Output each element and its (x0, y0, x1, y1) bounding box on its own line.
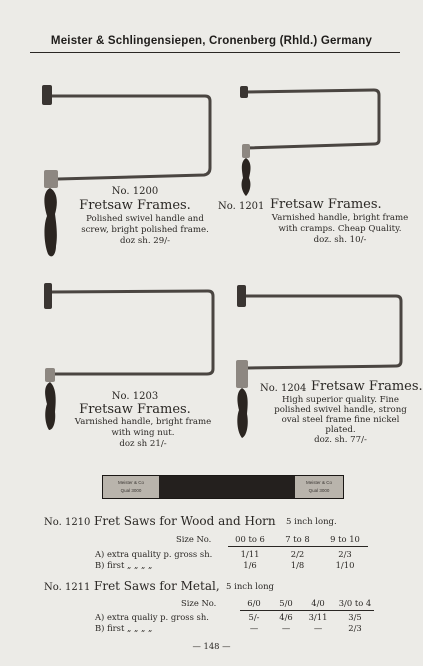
section-1210-note: 5 inch long. (286, 517, 337, 527)
item-1200-title: Fretsaw Frames. (79, 198, 191, 213)
item-1200-number: No. 1200 (111, 186, 159, 197)
blade-bundle-image (102, 475, 344, 499)
section-1211-size-3: 4/0 (311, 598, 325, 608)
item-1203-price: doz sh 21/- (119, 439, 167, 449)
item-1201-title: Fretsaw Frames. (270, 197, 382, 212)
section-1211-row-b-v1: — (249, 623, 259, 633)
section-1210-number: No. 1210 (44, 517, 91, 528)
handle-1203 (45, 382, 56, 430)
section-1211-number: No. 1211 (44, 582, 91, 593)
section-1211-row-a-v1: 5/- (248, 612, 260, 622)
ferrule-1201 (242, 144, 250, 158)
item-1204-desc-2: polished swivel handle, strong (274, 405, 407, 415)
section-1211-row-a-v3: 3/11 (308, 612, 328, 622)
section-1211-title: Fret Saws for Metal, (94, 579, 220, 593)
section-1211-row-b-v3: — (313, 623, 323, 633)
item-1204-desc-1: High superior quality. Fine (281, 395, 400, 405)
section-1211-size-1: 6/0 (247, 598, 261, 608)
item-1201-desc-1: Varnished handle, bright frame (271, 213, 409, 223)
section-1210-rule (228, 546, 368, 547)
item-1203-number: No. 1203 (111, 391, 159, 402)
ferrule-1203 (45, 368, 55, 382)
item-1204-desc-3: oval steel frame fine nickel (281, 415, 400, 425)
section-1210-size-3: 9 to 10 (330, 534, 360, 544)
section-1211-rule (240, 610, 374, 611)
frame-1200 (50, 96, 210, 179)
section-1210-size-2: 7 to 8 (285, 534, 310, 544)
blade-bundle-label-left: Meister & Co Qual 3000 (103, 476, 159, 498)
frame-1203 (50, 291, 213, 374)
item-1204-price: doz. sh. 77/- (314, 435, 367, 445)
item-1200-price: doz sh. 29/- (119, 236, 171, 246)
section-1210-size-label: Size No. (176, 534, 212, 544)
item-1204-number: No. 1204 (260, 383, 307, 394)
page-number: — 148 — (192, 641, 231, 651)
section-1210-row-b-v1: 1/6 (243, 560, 257, 570)
frame-1204 (243, 296, 401, 368)
item-1201-price: doz. sh. 10/- (313, 235, 367, 245)
section-1210-row-b-v2: 1/8 (290, 560, 305, 570)
section-1211-row-b-label: B) first „ „ „ „ (95, 623, 153, 633)
section-1211-size-2: 5/0 (279, 598, 293, 608)
item-1203-desc-1: Varnished handle, bright frame (74, 417, 212, 427)
ferrule-1204 (236, 360, 248, 388)
section-1210-size-1: 00 to 6 (235, 534, 265, 544)
section-1210-row-a-v1: 1/11 (240, 549, 260, 559)
section-1210-row-b-v3: 1/10 (335, 560, 355, 570)
item-1203-desc-2: with wing nut. (111, 428, 175, 438)
clamp-1204 (237, 285, 246, 307)
section-1210-row-a-label: A) extra quality p. gross sh. (95, 549, 213, 559)
handle-1204 (237, 388, 247, 438)
section-1211-size-4: 3/0 to 4 (338, 598, 372, 608)
item-1200-desc-2: screw, bright polished frame. (81, 225, 209, 235)
clamp-1201 (240, 86, 248, 98)
section-1211-note: 5 inch long (226, 582, 274, 592)
item-1200-desc-1: Polished swivel handle and (86, 214, 204, 224)
blade-bundle-label-right: Meister & Co Qual 3000 (295, 476, 343, 498)
ferrule-1200 (44, 170, 58, 188)
section-1211-size-label: Size No. (181, 598, 217, 608)
clamp-1200 (42, 85, 52, 105)
item-1201-desc-2: with cramps. Cheap Quality. (278, 224, 402, 234)
frame-1201 (246, 90, 379, 148)
item-1203-title: Fretsaw Frames. (79, 402, 191, 417)
section-1210-row-a-v3: 2/3 (338, 549, 352, 559)
clamp-1203 (44, 283, 52, 309)
section-1211-row-b-v2: — (281, 623, 291, 633)
section-1211-row-a-label: A) extra qualiy p. gross sh. (95, 612, 209, 622)
handle-1200 (44, 188, 56, 256)
section-1210-title: Fret Saws for Wood and Horn (94, 514, 276, 528)
item-1201-number: No. 1201 (218, 201, 265, 212)
section-1211-row-b-v4: 2/3 (348, 623, 362, 633)
section-1210-row-a-v2: 2/2 (290, 549, 305, 559)
page-header: Meister & Schlingensiepen, Cronenberg (Rhld.) Germany (50, 35, 373, 47)
handle-1201 (242, 158, 251, 196)
section-1210-row-b-label: B) first „ „ „ „ (95, 560, 153, 570)
item-1204-desc-4: plated. (325, 425, 356, 435)
item-1204-title: Fretsaw Frames. (311, 379, 423, 394)
section-1211-row-a-v4: 3/5 (348, 612, 362, 622)
section-1211-row-a-v2: 4/6 (279, 612, 293, 622)
